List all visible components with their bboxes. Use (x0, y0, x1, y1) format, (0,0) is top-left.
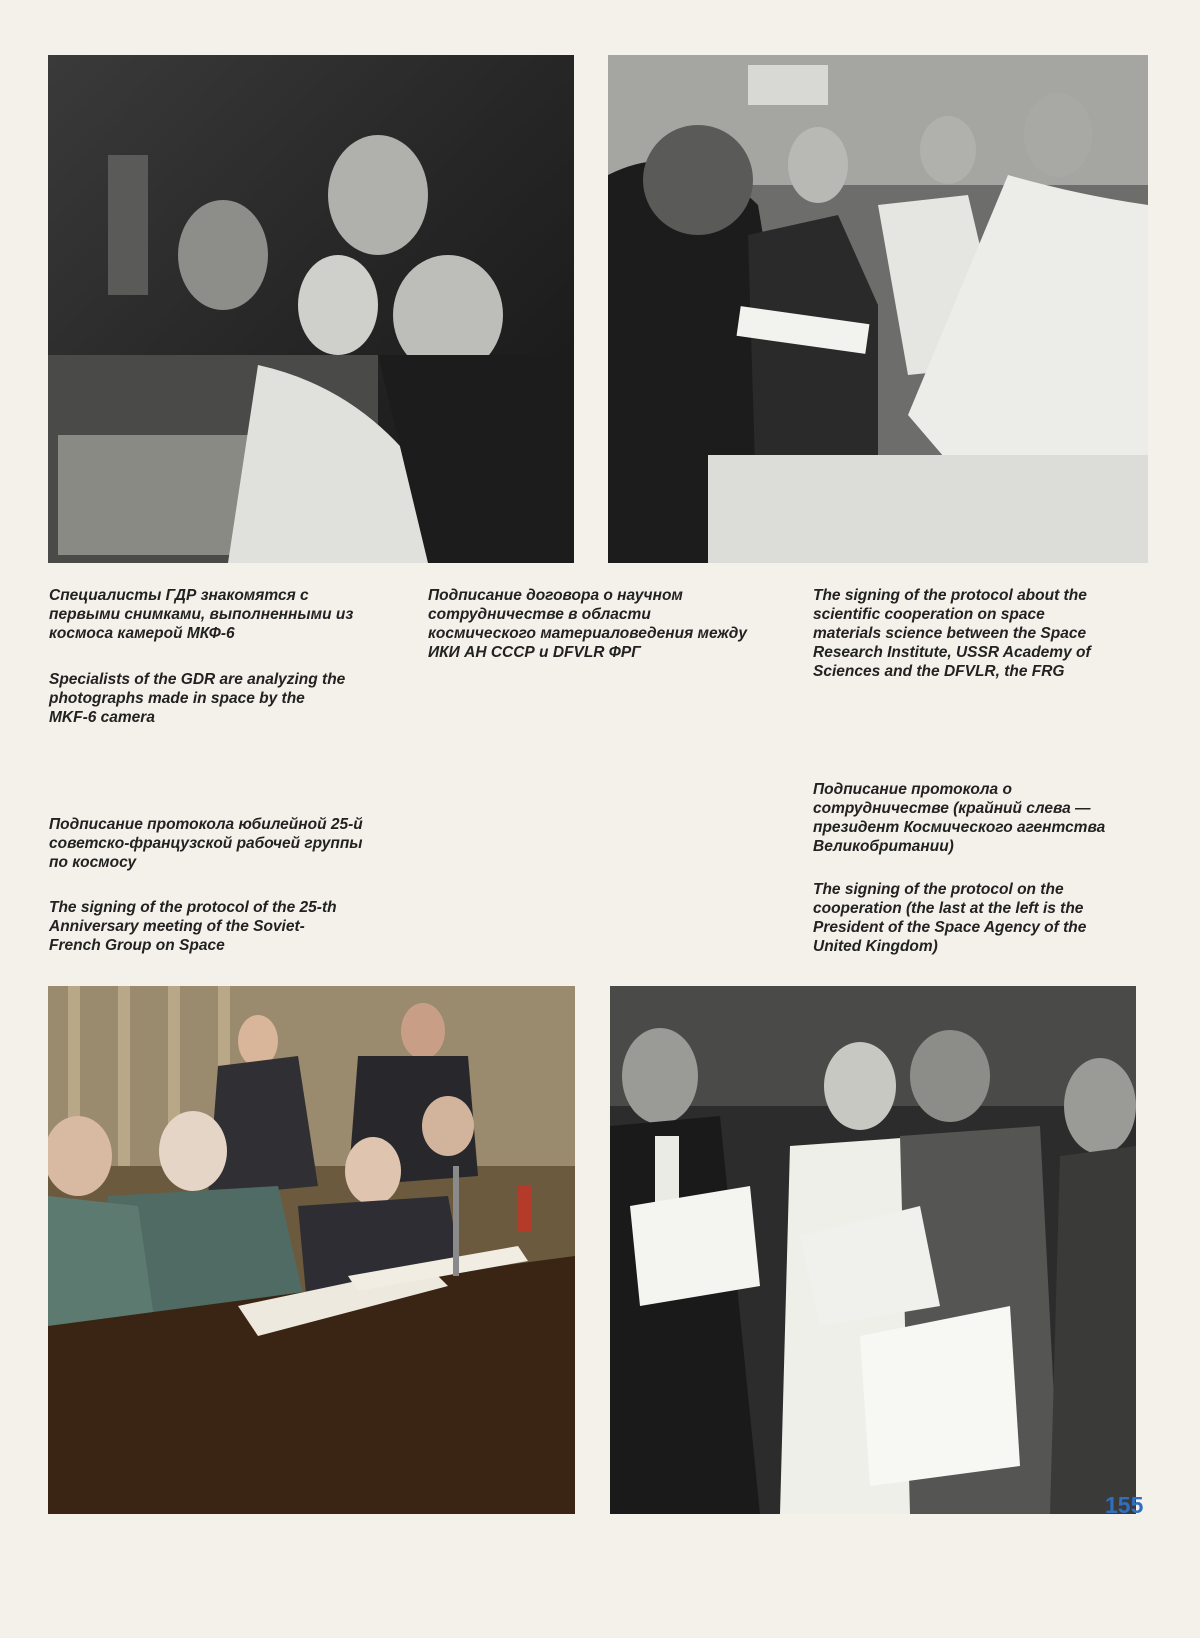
caption-dfvlr-ru: Подписание договора о научном сотрудничестве в области космического материаловедения между ИКИ АН СССР и DFVLR ФРГ (428, 587, 748, 661)
caption-gdr-en: Specialists of the GDR are analyzing the photographs made in space by the MKF-6 camera (49, 671, 346, 726)
caption-franco-en: The signing of the protocol of the 25-th Anniversary meeting of the Soviet- French Group on Space (49, 899, 337, 954)
caption-dfvlr-en: The signing of the protocol about the scientific cooperation on space materials science between the Space Research Institute, USSR Academy of Sciences and the DFVLR, the FRG (813, 587, 1091, 680)
photo-dfvlr-handshake (608, 55, 1148, 563)
caption-franco-ru: Подписание протокола юбилейной 25-й советско-французской рабочей группы по космосу (49, 816, 363, 871)
caption-gdr-ru: Специалисты ГДР знакомятся с первыми снимками, выполненными из космоса камерой МКФ-6 (49, 587, 354, 642)
caption-uk-en: The signing of the protocol on the cooperation (the last at the left is the President of the Space Agency of the United Kingdom) (813, 881, 1087, 955)
photo-gdr-specialists (48, 55, 574, 563)
photo-soviet-french-signing (48, 986, 575, 1514)
photo-uk-signing (610, 986, 1136, 1514)
caption-uk-ru: Подписание протокола о сотрудничестве (крайний слева — президент Космического агентства Великобритании) (813, 781, 1106, 855)
page-number: 155 (1105, 1492, 1144, 1518)
